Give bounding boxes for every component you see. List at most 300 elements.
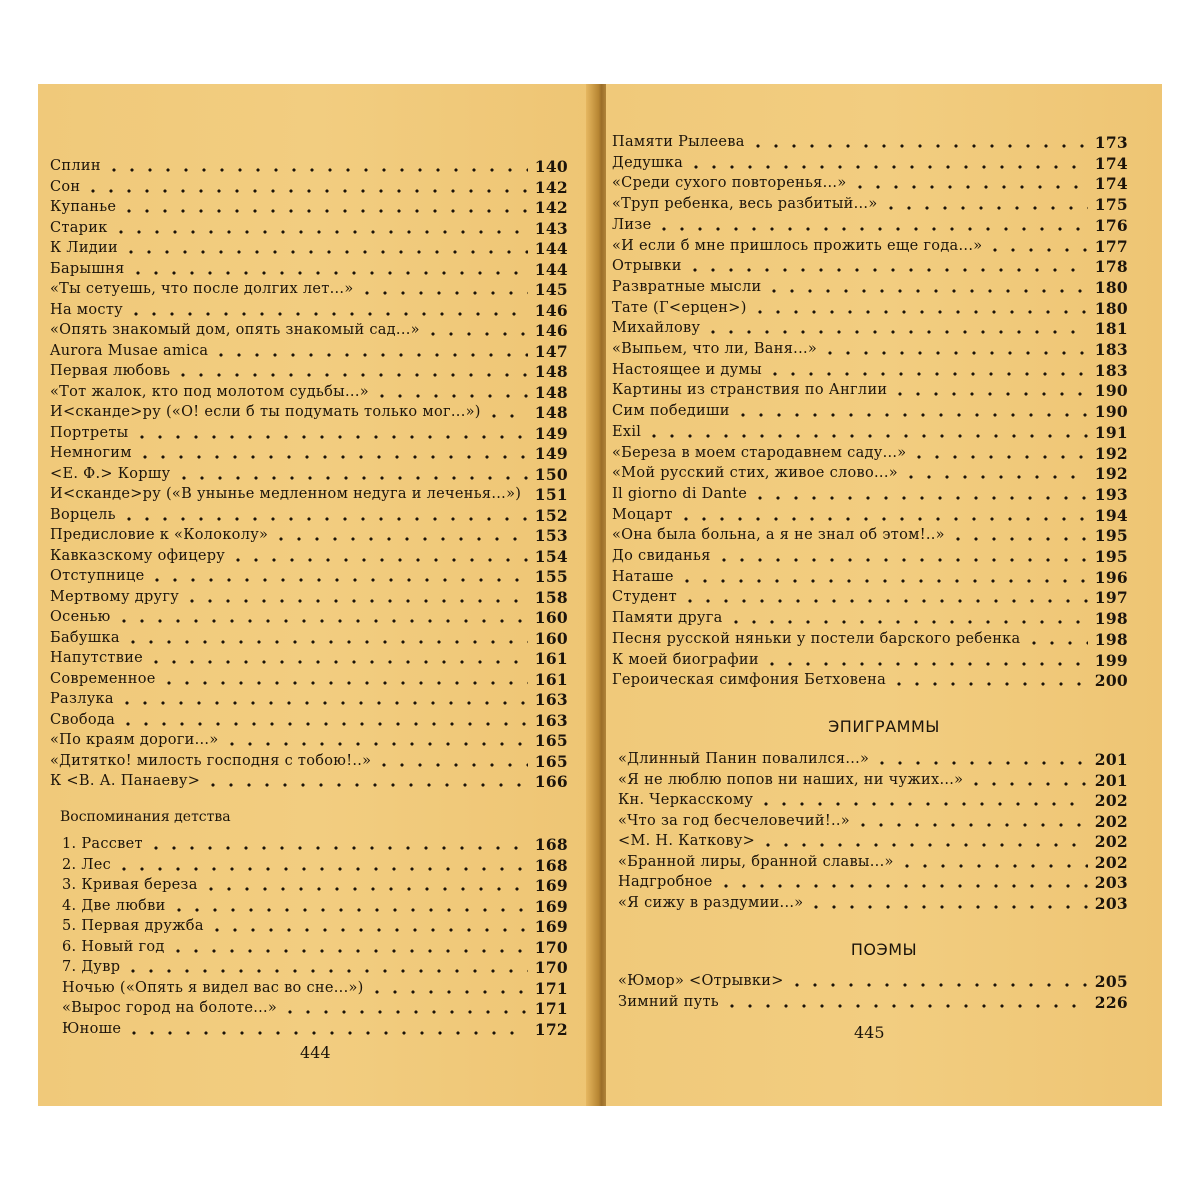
left-page [38,84,594,1106]
toc-entry-page: 180 [1094,298,1128,318]
toc-entry-page: 169 [534,917,568,936]
toc-entry-title: Мертвому другу [50,588,180,605]
toc-entry-title: Сим победиши [612,403,730,420]
toc-entry-page: 174 [1094,174,1128,194]
toc-entry [50,708,568,729]
dot-leader [821,351,1088,355]
right-page-number: 445 [854,1023,885,1042]
toc-entry-page: 146 [534,300,568,320]
toc-entry-page: 170 [534,958,568,977]
dot-leader [169,949,528,953]
toc-entry [50,441,568,462]
toc-entry-title: Михайлову [612,320,701,337]
toc-entry-page: 171 [534,978,568,998]
toc-entry-page: 158 [534,587,568,607]
toc-entry [612,213,1128,234]
toc-entry [50,482,568,503]
toc-entry-title: «Ты сетуешь, что после долгих лет...» [50,281,354,297]
toc-entry [612,234,1128,255]
toc-entry-title: Портреты [50,424,129,441]
toc-entry-page: 174 [1094,153,1128,173]
dot-leader [105,168,528,172]
dot-leader [765,289,1088,293]
toc-entry [62,914,568,935]
toc-entry-page: 202 [1094,791,1128,810]
toc-entry-page: 180 [1094,277,1128,297]
toc-entry-page: 149 [534,423,568,443]
toc-entry-page: 199 [1094,650,1128,670]
toc-entry-title: Настоящее и думы [612,361,762,378]
toc-entry-title: К Лидии [50,240,118,256]
toc-entry-page: 191 [1094,422,1128,442]
toc-entry-page: 168 [534,855,568,875]
toc-entry [50,380,568,401]
dot-leader [129,271,528,275]
dot-leader [124,969,528,973]
toc-entry-page: 198 [1094,609,1128,629]
toc-entry-page: 143 [534,218,568,238]
toc-entry-title: Памяти Рылеева [612,134,745,150]
toc-entry-title: И<скандe>ру («В унынье медленном недуга и леченья...») [50,486,522,502]
toc-entry [618,870,1128,891]
dot-leader [373,394,528,398]
toc-entry-page: 201 [1094,770,1128,790]
toc-entry [612,399,1128,420]
toc-entry-page: 161 [534,669,568,689]
toc-entry [62,832,568,853]
toc-entry [612,151,1128,172]
toc-entry-title: Exil [612,423,642,440]
toc-entry-title: Кн. Черкасскому [618,792,754,808]
toc-entry-page: 148 [534,382,568,402]
toc-entry-page: 166 [534,772,568,791]
toc-entry-title: Свобода [50,711,116,728]
toc-entry [612,192,1128,213]
dot-leader [175,476,528,480]
toc-entry-title: «Мой русский стих, живое слово...» [612,465,898,482]
toc-entry-page: 178 [1094,257,1128,277]
toc-entry-title: «Она была больна, а я не знал об этом!..» [612,527,945,544]
toc-entry-page: 200 [1094,671,1128,691]
toc-entry [612,358,1128,379]
toc-entry [50,605,568,626]
dot-leader [120,209,528,213]
dot-leader [763,662,1088,666]
dot-leader [949,537,1088,541]
toc-entry [612,337,1128,358]
toc-entry-page: 202 [1094,832,1128,851]
toc-entry [62,996,568,1017]
dot-leader [717,884,1088,888]
toc-entry-title: Моцарт [612,506,673,523]
toc-entry-title: Ночью («Опять я видел вас во сне...») [62,979,364,996]
dot-leader [715,558,1088,562]
toc-entry-title: «Дитятко! милость господня с тобою!..» [50,752,372,769]
dot-leader [223,742,528,746]
dot-leader [749,144,1088,148]
book-spread [38,84,1162,1106]
heading-poems: ПОЭМЫ [850,940,918,959]
toc-entry [612,503,1128,524]
toc-entry [612,482,1128,503]
dot-leader [686,268,1088,272]
dot-leader [525,496,528,500]
toc-entry-page: 152 [534,505,568,525]
toc-entry [612,627,1128,648]
toc-entry [50,257,568,278]
dot-leader [120,517,528,521]
dot-leader [368,990,528,994]
toc-entry-title: «Юмор» <Отрывки> [618,973,784,989]
toc-entry-page: 202 [1094,811,1128,831]
toc-entry-title: 4. Две любви [62,897,166,914]
toc-entry [50,175,568,196]
section-label-childhood: Воспоминания детства [60,809,231,825]
toc-entry-title: 3. Кривая береза [62,877,198,893]
toc-entry-title: Студент [612,589,677,606]
toc-entry-title: «Береза в моем стародавнем саду...» [612,444,907,461]
dot-leader [854,823,1088,827]
toc-entry-page: 165 [534,731,568,750]
toc-entry-title: 7. Дувр [62,959,121,975]
toc-entry-page: 153 [534,526,568,545]
toc-entry-title: Надгробное [618,874,713,890]
toc-entry [618,788,1128,809]
right-page [606,84,1162,1106]
toc-entry-page: 175 [1094,195,1128,215]
toc-entry-title: Дедушка [612,154,684,171]
toc-entry [50,154,568,175]
dot-leader [902,475,1088,479]
toc-entry-page: 165 [534,751,568,771]
dot-leader [358,291,528,295]
toc-entry-title: Купанье [50,199,117,215]
toc-entry [612,606,1128,627]
toc-entry-title: Наташе [612,568,674,585]
toc-entry-page: 149 [534,444,568,463]
toc-entry-page: 142 [534,177,568,197]
toc-entry-title: Осенью [50,609,111,625]
dot-leader [122,250,528,254]
toc-entry-title: Героическая симфония Бетховена [612,672,887,689]
toc-entry [50,195,568,216]
toc-entry-page: 160 [534,608,568,627]
toc-entry-page: 203 [1094,873,1128,892]
toc-entry-title: До свиданья [612,548,711,564]
dot-leader [115,619,528,623]
toc-entry-page: 177 [1094,236,1128,256]
toc-entry-title: <Е. Ф.> Коршу [50,465,171,482]
dot-leader [424,332,528,336]
dot-leader [851,185,1088,189]
toc-entry [612,441,1128,462]
toc-entry [50,400,568,421]
toc-entry-page: 148 [534,362,568,381]
toc-entry-title: Il giorno di Dante [612,485,748,502]
dot-leader [751,310,1088,314]
dot-leader [170,908,528,912]
toc-entry-page: 142 [534,198,568,217]
toc-entry [612,378,1128,399]
toc-entry [50,216,568,237]
toc-entry-title: Тате (Г<ерцен>) [612,299,747,316]
toc-entry-title: «Я не люблю попов ни наших, ни чужих...» [618,771,964,788]
toc-entry [618,891,1128,912]
toc-entry [612,316,1128,337]
toc-entry-page: 155 [534,567,568,586]
toc-entry [612,296,1128,317]
toc-entry-page: 181 [1094,319,1128,339]
toc-entry-title: 5. Первая дружба [62,918,204,934]
toc-entry [50,236,568,257]
toc-entry [62,976,568,997]
toc-entry-page: 190 [1094,381,1128,401]
dot-leader [174,373,528,377]
dot-leader [759,843,1088,847]
toc-entry-title: «Длинный Панин повалился...» [618,751,870,767]
dot-leader [704,330,1088,334]
toc-entry-title: «По краям дороги...» [50,732,219,748]
dot-leader [807,905,1088,909]
toc-entry [612,420,1128,441]
toc-entry-title: <М. Н. Каткову> [618,833,756,849]
toc-entry-title: Бабушка [50,629,120,646]
toc-entry-title: И<скандe>ру («О! если б ты подумать только мог...») [50,404,481,420]
toc-entry [62,853,568,874]
dot-leader [133,435,528,439]
toc-entry-title: «Вырос город на болоте...» [62,1000,278,1016]
toc-entry-title: Зимний путь [618,994,719,1010]
toc-entry-page: 195 [1094,547,1128,566]
toc-entry [50,667,568,688]
toc-entry [50,728,568,749]
toc-entry-page: 161 [534,649,568,668]
toc-entry [612,668,1128,689]
dot-leader [890,682,1088,686]
toc-entry-page: 196 [1094,567,1128,587]
toc-entry [62,1017,568,1038]
dot-leader [727,620,1088,624]
dot-leader [891,392,1088,396]
dot-leader [212,353,528,357]
toc-entry [50,646,568,667]
toc-entry-page: 145 [534,280,568,299]
toc-entry-title: Барышня [50,260,125,277]
toc-entry-title: Сплин [50,158,101,174]
toc-entry-page: 190 [1094,402,1128,422]
toc-entry [612,523,1128,544]
toc-entry-title: «Выпьем, что ли, Ваня...» [612,341,818,357]
toc-entry-title: Кавказскому офицеру [50,547,226,564]
dot-leader [788,983,1088,987]
dot-leader [986,248,1088,252]
toc-entry-page: 192 [1094,464,1128,484]
toc-entry-page: 183 [1094,360,1128,380]
toc-entry-title: «Среди сухого повторенья...» [612,175,847,192]
dot-leader [118,701,528,705]
toc-entry-page: 148 [534,403,568,422]
dot-leader [160,681,528,685]
dot-leader [125,1031,528,1035]
toc-entry-page: 201 [1094,750,1128,769]
dot-leader [127,312,528,316]
toc-entry-page: 160 [534,628,568,648]
dot-leader [148,578,528,582]
dot-leader [967,782,1088,786]
dot-leader [678,579,1088,583]
toc-entry [612,461,1128,482]
toc-entry [50,277,568,298]
toc-entry-title: «Я сижу в раздумии...» [618,894,804,911]
toc-entry [50,626,568,647]
dot-leader [734,413,1088,417]
toc-entry-page: 202 [1094,852,1128,872]
toc-entry-page: 171 [534,999,568,1018]
toc-entry-title: К моей биографии [612,651,759,668]
toc-entry [50,687,568,708]
dot-leader [677,517,1088,521]
dot-leader [910,455,1088,459]
toc-entry [50,523,568,544]
toc-entry-title: Песня русской няньки у постели барского ребенка [612,630,1021,647]
toc-entry [50,564,568,585]
toc-entry-title: 6. Новый год [62,938,165,955]
toc-entry [612,171,1128,192]
dot-leader [115,867,528,871]
toc-entry-page: 168 [534,835,568,854]
dot-leader [119,722,528,726]
toc-entry-title: Немногим [50,445,132,461]
toc-entry [50,769,568,790]
toc-entry [618,747,1128,768]
toc-entry-page: 203 [1094,893,1128,913]
toc-entry [50,462,568,483]
toc-entry-title: 1. Рассвет [62,836,143,852]
toc-entry-title: Развратные мысли [612,278,762,295]
dot-leader [485,414,528,418]
toc-entry-page: 140 [534,157,568,176]
left-page-number: 444 [300,1043,331,1062]
toc-entry [612,275,1128,296]
dot-leader [281,1010,528,1014]
toc-entry-page: 226 [1094,993,1128,1012]
dot-leader [272,537,528,541]
dot-leader [645,434,1088,438]
toc-entry [618,829,1128,850]
dot-leader [751,496,1088,500]
toc-entry-page: 193 [1094,484,1128,504]
dot-leader [204,783,528,787]
toc-entry-title: Современное [50,670,156,687]
toc-entry [50,585,568,606]
dot-leader [681,599,1088,603]
toc-entry [618,969,1128,990]
toc-entry-page: 183 [1094,340,1128,359]
dot-leader [124,640,528,644]
dot-leader [375,763,528,767]
toc-entry [612,648,1128,669]
toc-entry-title: Первая любовь [50,363,171,379]
toc-entry-title: К <В. А. Панаеву> [50,773,201,789]
toc-entry [50,298,568,319]
dot-leader [873,761,1088,765]
dot-leader [898,864,1088,868]
toc-entry-title: Отступнице [50,568,145,584]
toc-entry-page: 192 [1094,443,1128,463]
toc-entry [62,955,568,976]
toc-entry-title: Картины из странствия по Англии [612,382,888,399]
toc-entry [612,254,1128,275]
toc-entry-page: 173 [1094,133,1128,152]
toc-entry [50,503,568,524]
toc-entry-page: 163 [534,710,568,730]
toc-entry-page: 194 [1094,505,1128,525]
toc-entry-page: 169 [534,876,568,895]
toc-entry-page: 205 [1094,972,1128,991]
toc-entry-page: 176 [1094,215,1128,235]
dot-leader [687,165,1088,169]
toc-entry [618,809,1128,830]
toc-entry-title: «Что за год бесчеловечий!..» [618,812,850,829]
toc-entry-page: 144 [534,239,568,258]
toc-entry-title: Старик [50,219,108,236]
toc-entry-page: 195 [1094,526,1128,546]
toc-entry-page: 144 [534,259,568,279]
heading-epigrams: ЭПИГРАММЫ [828,717,940,736]
dot-leader [757,802,1088,806]
toc-entry [50,421,568,442]
dot-leader [84,189,528,193]
toc-entry [62,935,568,956]
toc-entry [618,990,1128,1011]
dot-leader [147,660,528,664]
toc-entry [618,768,1128,789]
toc-entry-title: «Опять знакомый дом, опять знакомый сад...» [50,322,420,338]
toc-entry [618,850,1128,871]
toc-entry-title: Сон [50,178,81,195]
toc-entry-title: Памяти друга [612,610,723,627]
toc-entry-page: 170 [534,937,568,957]
toc-entry [62,873,568,894]
toc-entry-title: «Тот жалок, кто под молотом судьбы...» [50,383,369,400]
toc-entry [50,544,568,565]
toc-entry-title: Юноше [62,1020,122,1037]
dot-leader [723,1004,1088,1008]
toc-entry-title: «Бранной лиры, бранной славы...» [618,853,894,870]
toc-entry [612,544,1128,565]
toc-entry-page: 151 [534,485,568,504]
toc-entry-page: 169 [534,896,568,916]
toc-entry-page: 147 [534,341,568,361]
toc-entry-page: 198 [1094,629,1128,649]
toc-entry-page: 172 [534,1019,568,1039]
toc-entry-title: На мосту [50,301,123,318]
toc-entry [50,339,568,360]
toc-entry-page: 197 [1094,588,1128,608]
dot-leader [183,599,528,603]
toc-entry [50,318,568,339]
toc-entry [50,749,568,770]
toc-entry-page: 150 [534,464,568,484]
dot-leader [208,928,528,932]
dot-leader [229,558,528,562]
toc-entry-page: 154 [534,546,568,566]
dot-leader [766,372,1088,376]
toc-entry-title: «Труп ребенка, весь разбитый...» [612,196,878,213]
toc-entry [612,130,1128,151]
toc-entry-title: Разлука [50,691,114,707]
dot-leader [655,227,1088,231]
